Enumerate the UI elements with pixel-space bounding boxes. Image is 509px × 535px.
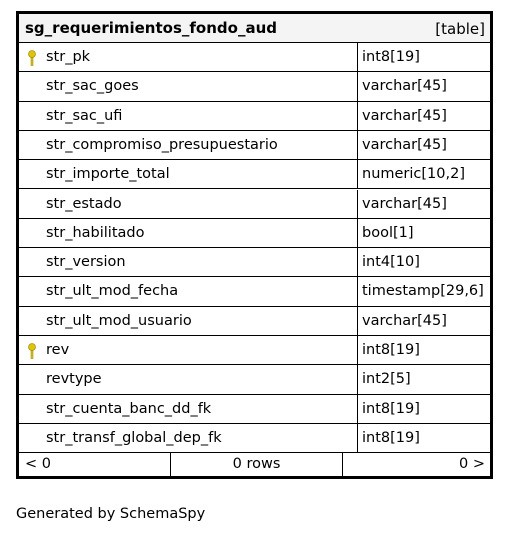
table-row [19, 190, 490, 219]
table-node [16, 11, 493, 479]
column-name: str_ult_mod_usuario [46, 312, 192, 329]
column-name: rev [46, 342, 70, 358]
column-name: str_transf_global_dep_fk [46, 429, 222, 446]
table-row [19, 424, 490, 453]
column-name-cell [19, 43, 358, 71]
column-name-cell [19, 131, 358, 159]
table-row [19, 219, 490, 248]
column-type: int8[19] [362, 400, 420, 417]
table-row [19, 160, 490, 189]
children-count: 0 > [459, 456, 485, 472]
table-footer [19, 453, 490, 476]
column-type: int2[5] [362, 371, 411, 388]
column-type: varchar[45] [362, 136, 447, 153]
column-type: varchar[45] [362, 78, 447, 95]
key-icon [26, 343, 38, 359]
column-name: str_version [46, 254, 126, 271]
column-name: str_sac_ufi [46, 107, 123, 124]
column-type: bool[1] [362, 224, 414, 241]
column-name-cell [19, 277, 358, 305]
parents-count-cell [19, 453, 171, 476]
row-count-cell [171, 453, 343, 476]
column-type: numeric[10,2] [362, 166, 465, 183]
table-name: sg_requerimientos_fondo_aud [25, 19, 277, 37]
column-name-cell [19, 190, 358, 218]
column-name-cell [19, 160, 358, 188]
column-type: varchar[45] [362, 107, 447, 124]
table-row [19, 336, 490, 365]
table-row [19, 72, 490, 101]
column-name-cell [19, 102, 358, 130]
column-type: int4[10] [362, 254, 420, 271]
table-row [19, 277, 490, 306]
table-row [19, 395, 490, 424]
generated-by-caption: Generated by SchemaSpy [16, 506, 206, 522]
column-type: varchar[45] [362, 195, 447, 212]
table-row [19, 102, 490, 131]
table-row [19, 43, 490, 72]
key-icon [26, 50, 38, 66]
column-name-cell [19, 72, 358, 100]
column-name: revtype [46, 371, 102, 388]
row-count: 0 rows [232, 456, 281, 472]
column-name-cell [19, 365, 358, 393]
column-name: str_ult_mod_fecha [46, 283, 179, 300]
table-header [19, 14, 490, 43]
column-name: str_estado [46, 195, 122, 212]
column-name: str_habilitado [46, 224, 145, 241]
column-name-cell [19, 307, 358, 335]
column-type: int8[19] [362, 429, 420, 446]
column-name: str_sac_goes [46, 78, 139, 95]
column-name-cell [19, 395, 358, 423]
column-name: str_cuenta_banc_dd_fk [46, 400, 212, 417]
column-type: int8[19] [362, 342, 420, 358]
table-row [19, 131, 490, 160]
children-count-cell [343, 453, 490, 476]
column-name: str_importe_total [46, 166, 170, 183]
column-name: str_compromiso_presupuestario [46, 136, 278, 153]
table-type-label: [table] [435, 20, 485, 38]
column-type: varchar[45] [362, 312, 447, 329]
column-type: int8[19] [362, 49, 420, 65]
column-name-cell [19, 336, 358, 364]
column-name: str_pk [46, 49, 91, 65]
parents-count: < 0 [25, 456, 51, 472]
column-type: timestamp[29,6] [362, 283, 484, 300]
column-name-cell [19, 424, 358, 452]
table-row [19, 248, 490, 277]
column-name-cell [19, 219, 358, 247]
table-row [19, 307, 490, 336]
table-row [19, 365, 490, 394]
column-name-cell [19, 248, 358, 276]
